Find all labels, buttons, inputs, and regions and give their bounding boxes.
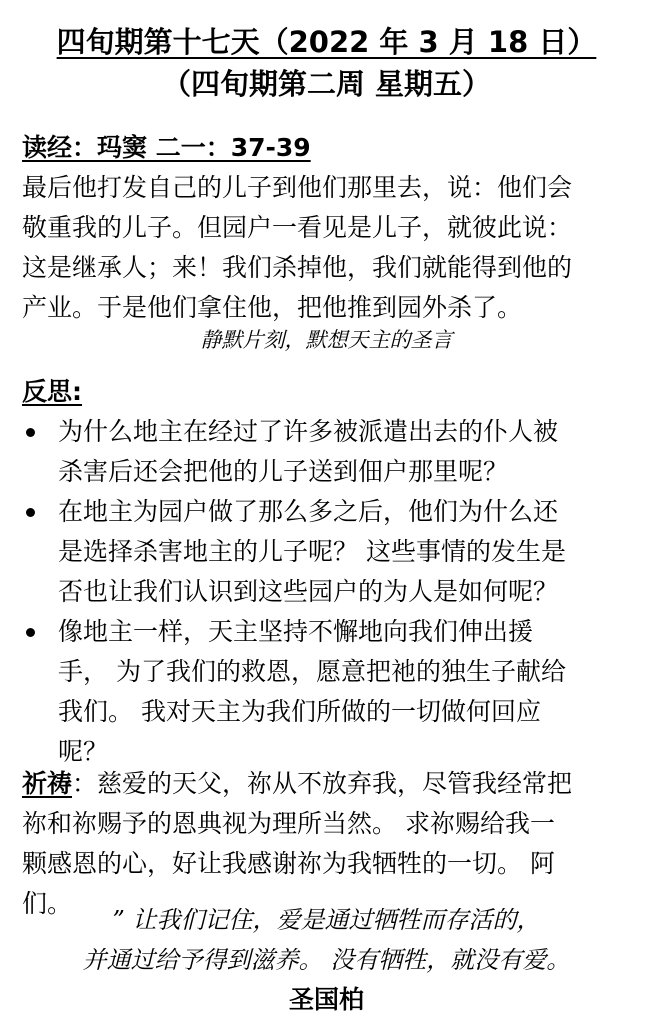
prayer-line [22,764,642,804]
reflection-line: 在地主为园户做了那么多之后，他们为什么还 [58,497,559,526]
reading-section [22,128,642,328]
page-title [0,22,653,62]
bullet-icon [26,508,35,517]
reflection-line: 为什么地主在经过了许多被派遣出去的仆人被 [58,417,559,446]
bullet-icon [26,628,35,637]
reflection-heading: 反思: [22,377,82,406]
prayer-line: 祢和祢赐予的恩典视为理所当然。 求祢赐给我一 [22,809,555,838]
quote-line: ” 让我们记住，爱是通过牺牲而存活的， [112,906,541,934]
quote-line: 并通过给予得到滋养。 没有牺牲，就没有爱。 [82,946,571,974]
reflection-line: 手， 为了我们的救恩，愿意把祂的独生子献给 [58,657,566,686]
reflection-item [22,412,642,492]
reflection-line: 我们。 我对天主为我们所做的一切做何回应 [58,697,541,726]
prayer-line: 们。 [22,889,73,918]
reading-line: 这是继承人；来！我们杀掉他，我们就能得到他的 [22,253,573,282]
bullet-icon [26,428,35,437]
reading-line: 产业。于是他们拿住他，把他推到园外杀了。 [22,293,523,322]
prayer-first-line: ：慈爱的天父，祢从不放弃我，尽管我经常把 [72,769,573,798]
reflection-line: 否也让我们认识到这些园户的为人是如何呢？ [58,577,559,606]
reflection-line: 是选择杀害地主的儿子呢？ 这些事情的发生是 [58,537,566,566]
reflection-item [22,612,642,772]
reflection-item [22,492,642,612]
reflection-line: 呢？ [58,737,109,766]
reflection-section [22,372,642,772]
reflection-line: 像地主一样，天主坚持不懈地向我们伸出援 [58,617,534,646]
reflection-line: 杀害后还会把他的儿子送到佃户那里呢？ [58,457,509,486]
reading-heading: 读经：玛窦 二一：37-39 [22,133,311,162]
silence-note: 静默片刻，默想天主的圣言 [200,328,453,352]
reflection-list [22,412,642,772]
prayer-line: 颗感恩的心，好让我感谢祢为我牺牲的一切。 阿 [22,849,555,878]
prayer-label: 祈祷 [22,769,73,798]
reading-line: 最后他打发自己的儿子到他们那里去，说：他们会 [22,173,573,202]
page-subtitle: （四旬期第二周 星期五） [161,67,492,101]
title-line-1: 四旬期第十七天（2022 年 3 月 18 日） [56,25,597,59]
reading-line: 敬重我的儿子。但园户一看见是儿子，就彼此说： [22,213,573,242]
quote-author: 圣国柏 [288,985,364,1014]
